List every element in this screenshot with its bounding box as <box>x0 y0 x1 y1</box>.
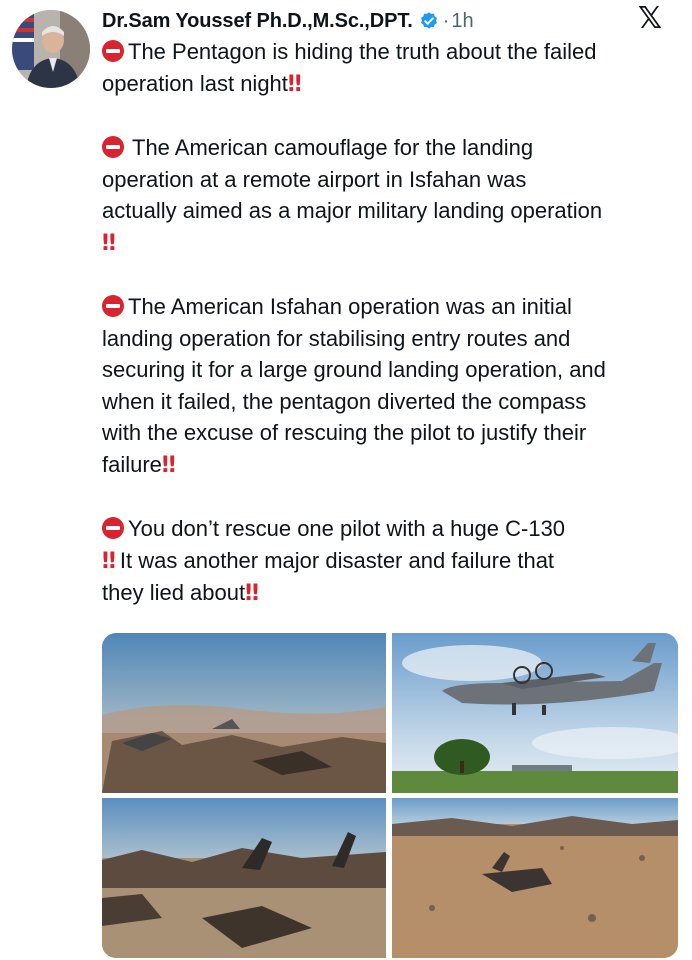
paragraph-4 <box>102 513 682 610</box>
paragraph-1 <box>102 36 682 100</box>
x-logo-icon[interactable]: 𝕏 <box>637 1 662 36</box>
tweet-header <box>102 1 680 36</box>
double-exclamation-icon: ‼ <box>161 452 174 478</box>
photo-burnt-wreckage[interactable] <box>102 798 386 958</box>
double-exclamation-icon: ‼ <box>102 548 114 574</box>
photo-wreckage-smoke[interactable] <box>102 633 386 793</box>
text-line: The Pentagon is hiding the truth about the failed <box>128 39 597 64</box>
timestamp[interactable]: 1h <box>451 9 474 32</box>
no-entry-icon <box>102 295 124 317</box>
avatar[interactable] <box>12 10 90 88</box>
text-line: with the excuse of rescuing the pilot to justify their <box>102 420 587 445</box>
text-line: You don’t rescue one pilot with a huge C-130 <box>128 516 566 541</box>
photo-debris-field[interactable] <box>392 798 678 958</box>
text-line: landing operation for stabilising entry routes and <box>102 325 571 351</box>
no-entry-icon <box>102 136 124 158</box>
double-exclamation-icon: ‼ <box>287 71 300 97</box>
no-entry-icon <box>102 40 124 62</box>
text-line: The American Isfahan operation was an initial <box>128 294 572 319</box>
meta-separator: · <box>442 9 450 32</box>
double-exclamation-icon: ‼ <box>245 581 257 606</box>
text-line: failure <box>102 451 162 477</box>
text-line: actually aimed as a major military landing operation <box>102 198 603 223</box>
double-exclamation-icon: ‼ <box>102 230 114 256</box>
text-line: when it failed, the pentagon diverted the compass <box>102 388 587 414</box>
text-line: operation last night <box>102 70 288 96</box>
paragraph-2 <box>102 132 682 259</box>
text-line: operation at a remote airport in Isfahan was <box>102 166 527 192</box>
avatar-icon <box>12 10 90 88</box>
tweet-text <box>102 36 682 642</box>
no-entry-icon <box>102 517 124 539</box>
paragraph-3 <box>102 291 682 481</box>
media-grid <box>102 633 678 958</box>
verified-badge-icon <box>419 11 439 31</box>
text-line: they lied about <box>102 580 246 605</box>
text-line: The American camouflage for the landing <box>132 135 534 160</box>
text-line: securing it for a large ground landing operation, and <box>102 357 606 382</box>
text-line: It was another major disaster and failure that <box>119 547 555 573</box>
author-name[interactable]: Dr.Sam Youssef Ph.D.,M.Sc.,DPT. <box>102 9 413 32</box>
photo-c130-aircraft[interactable] <box>392 633 678 793</box>
